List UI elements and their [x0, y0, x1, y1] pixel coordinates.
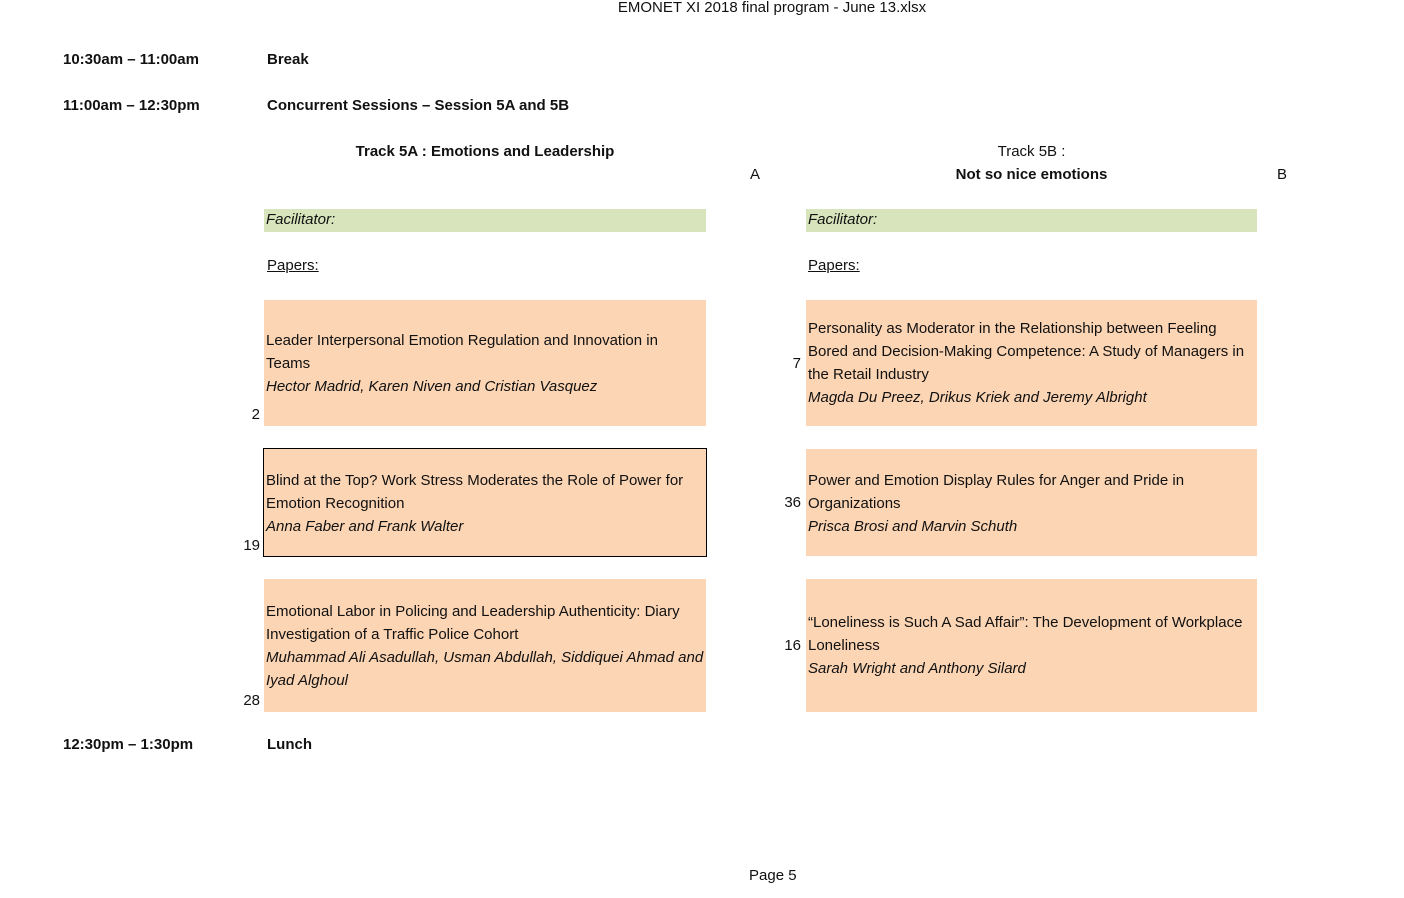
schedule-label-break: Break — [267, 51, 309, 68]
track-b-marker: B — [1277, 166, 1288, 183]
track-a-paper-1-number: 2 — [251, 406, 260, 423]
track-b-paper-1 — [806, 300, 1257, 426]
schedule-time-break: 10:30am – 11:00am — [63, 51, 199, 68]
paper-title: Blind at the Top? Work Stress Moderates the Role of Power for Emotion Recognition — [266, 472, 684, 512]
paper-title: Power and Emotion Display Rules for Anger and Pride in Organizations — [808, 472, 1185, 512]
page-number: Page 5 — [749, 867, 797, 884]
track-a-title: Track 5A : Emotions and Leadership — [355, 143, 615, 160]
paper-authors: Sarah Wright and Anthony Silard — [808, 660, 1026, 677]
track-b-papers-label: Papers: — [808, 257, 860, 274]
track-b-title-line2: Not so nice emotions — [955, 166, 1108, 183]
schedule-label-lunch: Lunch — [267, 736, 312, 753]
track-a-facilitator — [264, 209, 706, 232]
track-a-paper-3-number: 28 — [243, 692, 260, 709]
track-b-paper-2-number: 36 — [784, 494, 801, 511]
document-title: EMONET XI 2018 final program - June 13.xlsx — [617, 0, 927, 16]
track-a-paper-2 — [263, 448, 707, 557]
track-b-title-line1: Track 5B : — [997, 143, 1066, 160]
paper-authors: Magda Du Preez, Drikus Kriek and Jeremy Albright — [808, 389, 1147, 406]
paper-authors: Prisca Brosi and Marvin Schuth — [808, 518, 1018, 535]
track-a-paper-2-number: 19 — [243, 537, 260, 554]
track-a-paper-3 — [264, 579, 706, 712]
facilitator-label: Facilitator: — [808, 211, 878, 228]
paper-title: Leader Interpersonal Emotion Regulation and Innovation in Teams — [266, 332, 658, 372]
schedule-label-sessions: Concurrent Sessions – Session 5A and 5B — [267, 97, 570, 114]
facilitator-label: Facilitator: — [266, 211, 336, 228]
schedule-time-lunch: 12:30pm – 1:30pm — [63, 736, 194, 753]
track-b-paper-3 — [806, 579, 1257, 712]
track-a-paper-1 — [264, 300, 706, 426]
track-b-paper-1-number: 7 — [792, 355, 801, 372]
paper-authors: Anna Faber and Frank Walter — [266, 518, 464, 535]
paper-title: Personality as Moderator in the Relationship between Feeling Bored and Decision-Making Competence: A Study of Managers in the Retail Industry — [808, 320, 1245, 383]
paper-authors: Hector Madrid, Karen Niven and Cristian Vasquez — [266, 378, 598, 395]
track-a-marker: A — [750, 166, 761, 183]
paper-authors: Muhammad Ali Asadullah, Usman Abdullah, Siddiquei Ahmad and Iyad Alghoul — [266, 649, 704, 689]
track-b-facilitator — [806, 209, 1257, 232]
paper-title: “Loneliness is Such A Sad Affair”: The Development of Workplace Loneliness — [808, 614, 1243, 654]
track-b-paper-3-number: 16 — [784, 637, 801, 654]
schedule-time-sessions: 11:00am – 12:30pm — [63, 97, 200, 114]
paper-title: Emotional Labor in Policing and Leadership Authenticity: Diary Investigation of a Traffic Police Cohort — [266, 603, 680, 643]
track-b-paper-2 — [806, 449, 1257, 556]
track-a-papers-label: Papers: — [267, 257, 319, 274]
